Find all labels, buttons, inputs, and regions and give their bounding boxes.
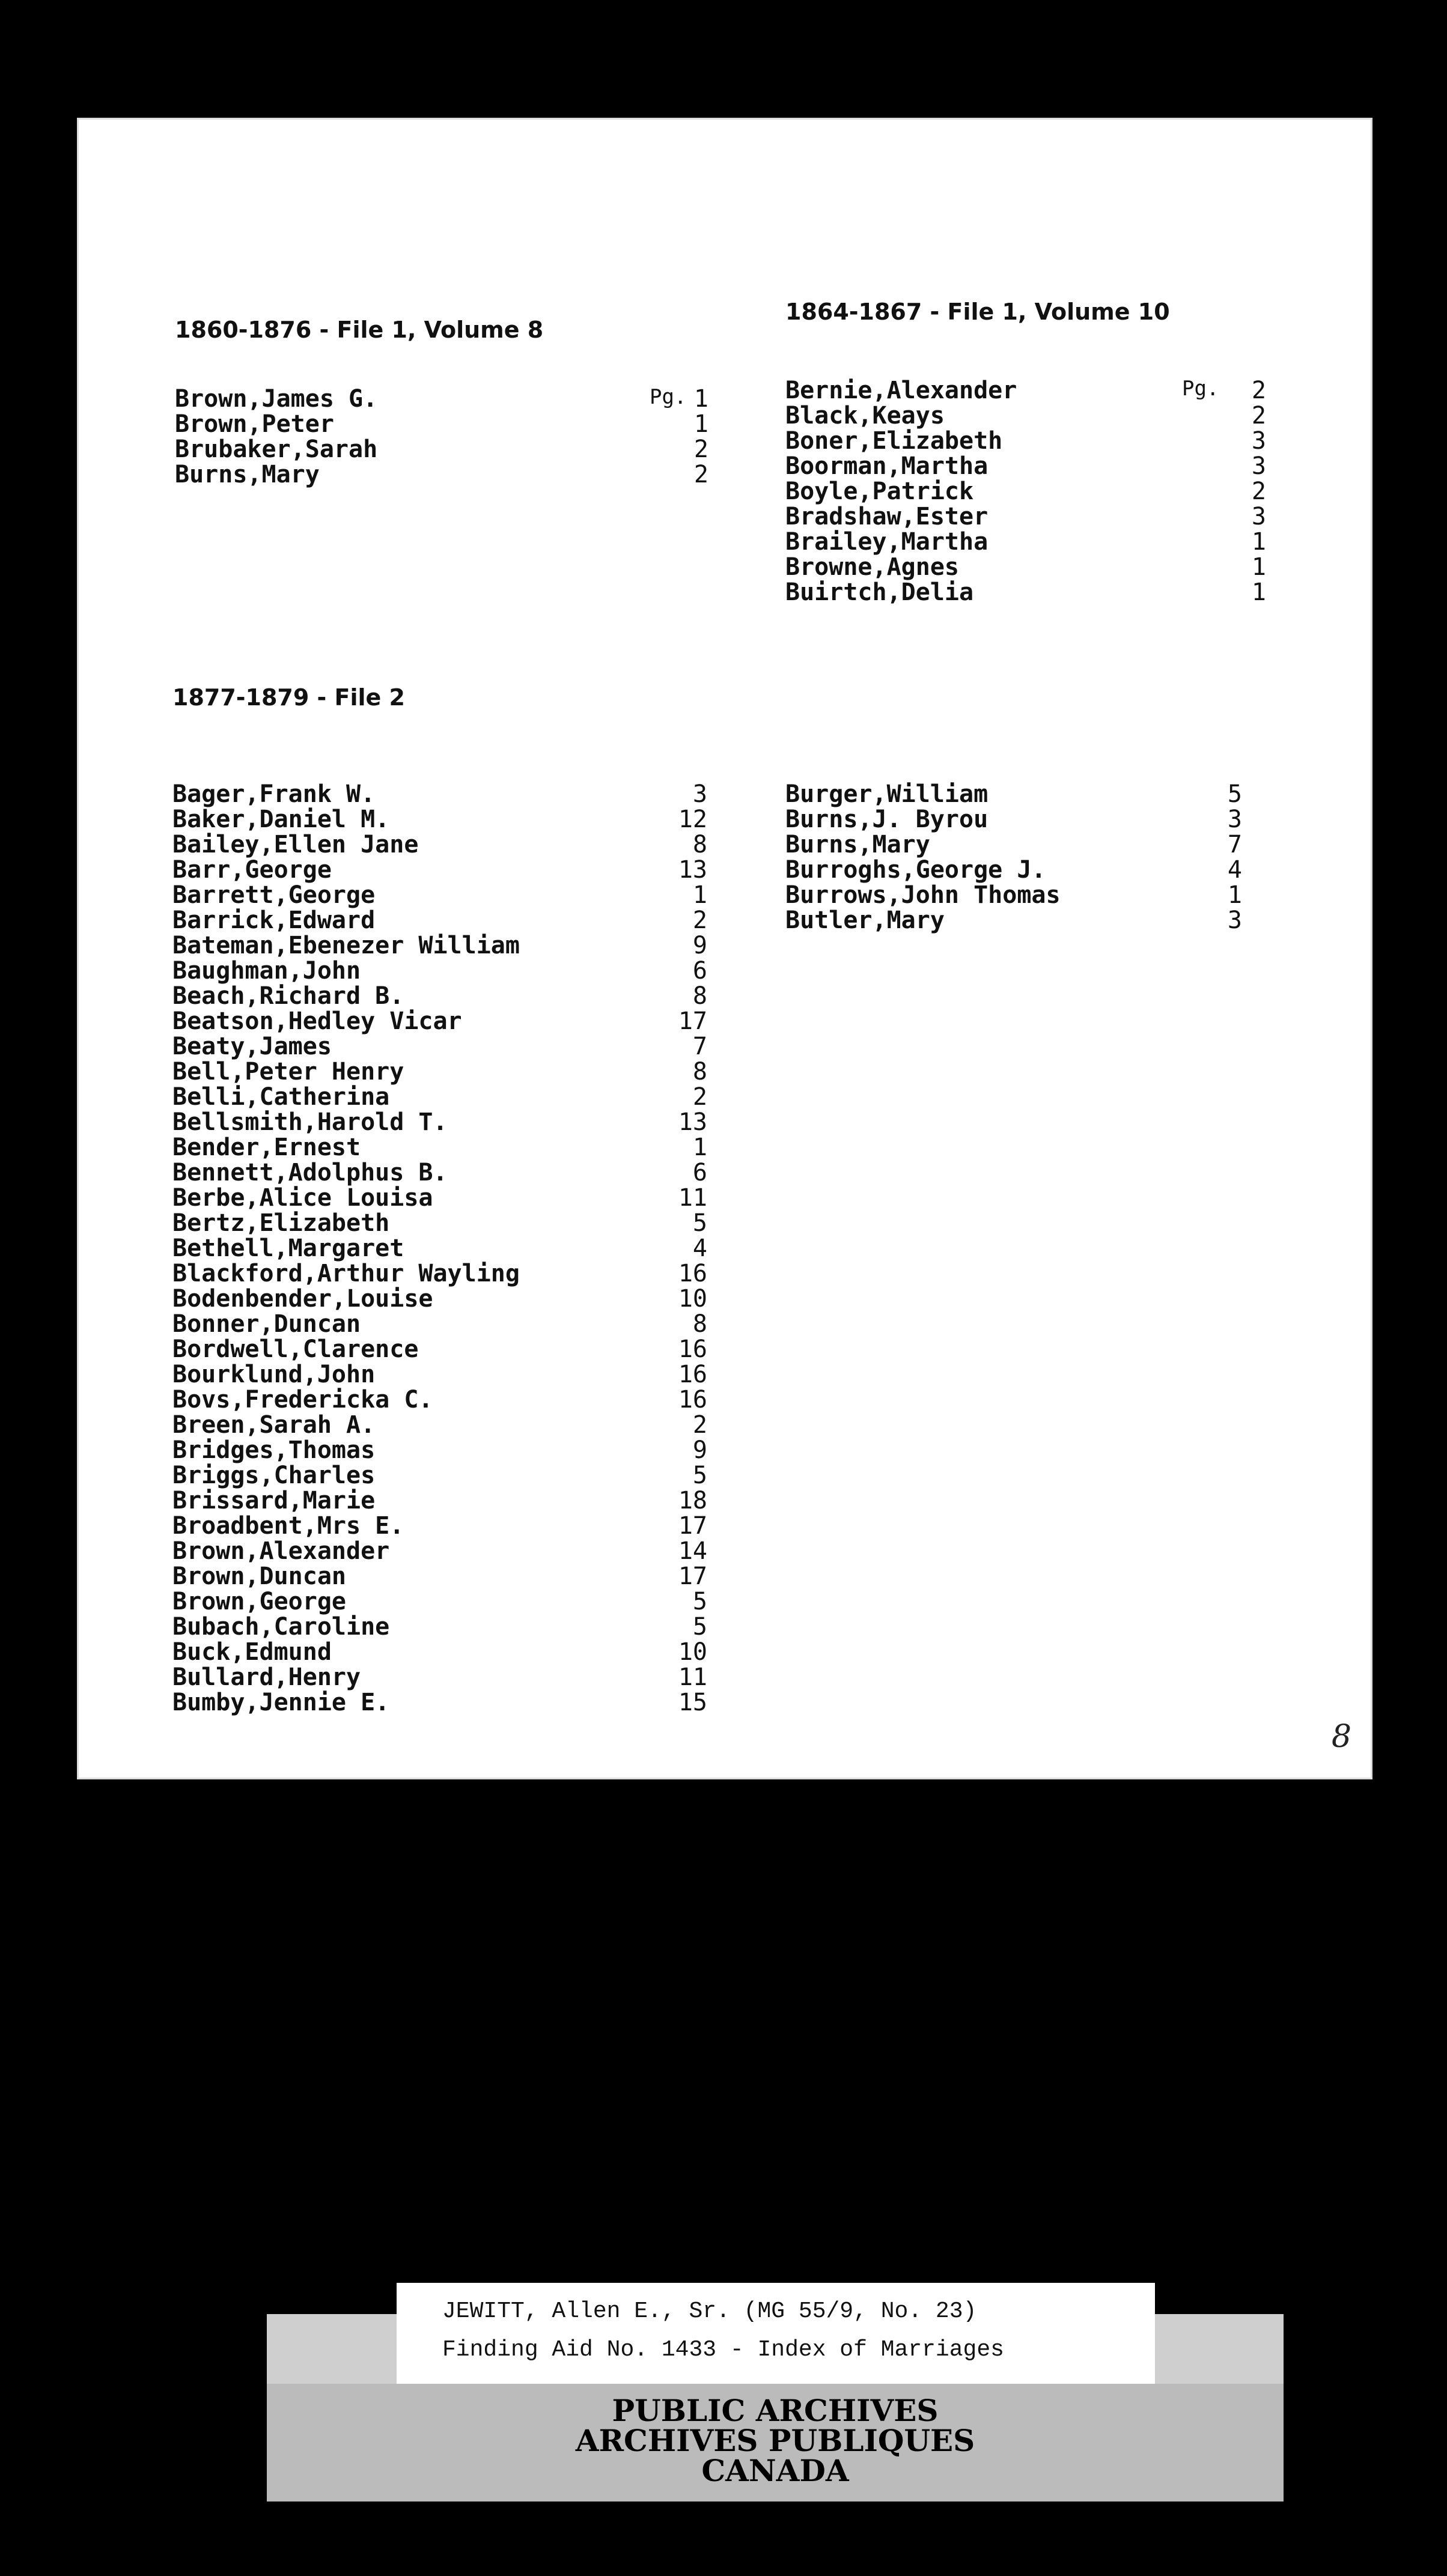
entry-name: Bourklund,John [172,1361,376,1388]
entry-page: 14 [678,1537,707,1565]
entry-name: Boner,Elizabeth [785,427,1003,455]
document-page [77,118,1372,1779]
entry-name: Burns,Mary [175,461,320,488]
list-item [172,1335,767,1361]
entry-name: Beaty,James [172,1033,332,1060]
entry-name: Burrows,John Thomas [785,881,1061,909]
entry-name: Berbe,Alice Louisa [172,1184,433,1212]
entry-name: Bonner,Duncan [172,1310,361,1338]
entry-page: 8 [692,1310,707,1338]
finding-aid-card [397,2283,1155,2384]
entry-name: Bennett,Adolphus B. [172,1159,448,1186]
entry-name: Bender,Ernest [172,1134,361,1161]
entry-name: Bell,Peter Henry [172,1058,404,1086]
list-item [172,806,767,831]
entry-name: Boyle,Patrick [785,478,974,505]
entry-page: 2 [1251,377,1266,404]
entry-page: 8 [692,831,707,858]
list-item [172,1361,767,1386]
entry-name: Burroghs,George J. [785,856,1046,884]
list-item [172,1512,767,1540]
list-item [172,780,767,806]
list-item [172,1436,767,1462]
list-item [172,1613,767,1641]
entry-page: 5 [1227,780,1242,808]
list-item [172,1487,767,1512]
entry-name: Baughman,John [172,957,361,985]
entry-page: 17 [678,1512,707,1540]
entry-page: 2 [1251,478,1266,505]
entry-name: Briggs,Charles [172,1462,376,1489]
entry-name: Butler,Mary [785,907,945,934]
list-item [172,1537,767,1563]
list-item [785,579,1356,604]
entry-name: Belli,Catherina [172,1083,390,1111]
entry-page: 4 [1227,856,1242,884]
entry-name: Barrick,Edward [172,907,376,934]
list-item [172,957,767,985]
entry-name: Bethell,Margaret [172,1235,404,1262]
entry-page: 11 [678,1184,707,1212]
entry-page: 3 [1251,427,1266,455]
list-item [785,478,1356,503]
entries-file1-vol8 [175,385,770,486]
entry-page: 15 [678,1689,707,1716]
list-item [785,780,1356,806]
list-item [172,1134,767,1159]
list-item [785,553,1356,579]
list-item [172,831,767,856]
entry-name: Beach,Richard B. [172,982,404,1010]
section-heading-file1-vol8: 1860-1876 - File 1, Volume 8 [175,317,544,343]
list-item [172,1184,767,1212]
entry-page: 8 [692,1058,707,1086]
entry-name: Burns,J. Byrou [785,806,989,833]
entry-page: 1 [1227,881,1242,909]
entry-name: Boorman,Martha [785,452,989,480]
list-item [172,1007,767,1033]
entry-name: Buirtch,Delia [785,579,974,606]
list-item [172,1663,767,1689]
entry-page: 3 [1227,907,1242,934]
entry-name: Bernie,Alexander [785,377,1017,404]
entry-name: Bellsmith,Harold T. [172,1108,448,1136]
entry-page: 2 [692,1083,707,1111]
entry-page: 8 [692,982,707,1010]
entry-page: 16 [678,1260,707,1287]
entry-page: 16 [678,1335,707,1363]
list-item [172,1285,767,1313]
entry-name: Broadbent,Mrs E. [172,1512,404,1540]
entry-name: Brown,George [172,1588,346,1615]
list-item [175,385,770,413]
entry-page: 17 [678,1563,707,1590]
entry-page: 9 [692,1436,707,1464]
list-item [785,907,1356,932]
entry-name: Bailey,Ellen Jane [172,831,419,858]
list-item [172,856,767,884]
entry-name: Burger,William [785,780,989,808]
entry-name: Blackford,Arthur Wayling [172,1260,520,1287]
entry-name: Brissard,Marie [172,1487,376,1514]
pg-label: Pg. [650,385,687,409]
list-item [172,1462,767,1487]
page-mark: 8 [1331,1719,1351,1755]
entry-name: Brubaker,Sarah [175,436,378,463]
section-heading-file2: 1877-1879 - File 2 [172,684,405,711]
entry-name: Beatson,Hedley Vicar [172,1007,462,1035]
list-item [785,402,1356,430]
entry-name: Baker,Daniel M. [172,806,390,833]
entry-page: 2 [692,907,707,934]
entry-page: 5 [692,1613,707,1641]
list-item [172,1310,767,1338]
entry-page: 1 [1251,579,1266,606]
entry-name: Bradshaw,Ester [785,503,989,530]
stamp-line-2: ARCHIVES PUBLIQUES [575,2423,975,2458]
entry-page: 11 [678,1663,707,1691]
entry-page: 3 [1251,452,1266,480]
entry-page: 16 [678,1386,707,1414]
entry-name: Brown,Duncan [172,1563,346,1590]
entry-page: 7 [1227,831,1242,858]
entries-file2-right [785,780,1356,932]
list-item [785,528,1356,556]
entry-name: Brown,James G. [175,385,378,413]
entry-name: Breen,Sarah A. [172,1411,376,1439]
list-item [172,1033,767,1058]
stamp-line-3: CANADA [701,2453,849,2488]
entry-page: 1 [693,410,708,438]
entry-name: Brown,Peter [175,410,334,438]
entry-page: 10 [678,1638,707,1666]
list-item [172,1083,767,1111]
list-item [172,1563,767,1588]
list-item [785,377,1356,402]
list-item [785,503,1356,528]
entries-file2-left [172,780,767,1714]
list-item [785,452,1356,478]
list-item [172,1260,767,1285]
entry-name: Bertz,Elizabeth [172,1209,390,1237]
entry-page: 3 [692,780,707,808]
section-heading-file1-vol10: 1864-1867 - File 1, Volume 10 [785,299,1170,325]
entry-page: 5 [692,1462,707,1489]
list-item [172,1058,767,1086]
entry-page: 18 [678,1487,707,1514]
list-item [172,1638,767,1666]
entry-page: 6 [692,957,707,985]
card-title: JEWITT, Allen E., Sr. (MG 55/9, No. 23) [442,2298,977,2324]
entries-file1-vol10 [785,377,1356,604]
entry-name: Barr,George [172,856,332,884]
entry-page: 2 [692,1411,707,1439]
list-item [785,856,1356,884]
list-item [172,881,767,907]
entry-page: 1 [1251,528,1266,556]
list-item [172,1108,767,1134]
entry-page: 4 [692,1235,707,1262]
entry-page: 16 [678,1361,707,1388]
entry-name: Bumby,Jennie E. [172,1689,390,1716]
pg-label: Pg. [1182,377,1219,401]
entry-name: Bodenbender,Louise [172,1285,433,1313]
entry-page: 2 [693,461,708,488]
list-item [172,1209,767,1235]
entry-page: 7 [692,1033,707,1060]
list-item [172,932,767,957]
card-subtitle: Finding Aid No. 1433 - Index of Marriages [442,2337,1004,2363]
stamp-line-1: PUBLIC ARCHIVES [612,2393,939,2428]
list-item [172,1689,767,1714]
entry-page: 13 [678,1108,707,1136]
archives-stamp [267,2384,1284,2502]
entry-page: 17 [678,1007,707,1035]
list-item [172,1411,767,1439]
list-item [172,1235,767,1260]
list-item [172,907,767,932]
entry-page: 2 [693,436,708,463]
entry-page: 10 [678,1285,707,1313]
list-item [172,1159,767,1184]
entry-name: Burns,Mary [785,831,930,858]
entry-name: Brown,Alexander [172,1537,390,1565]
list-item [172,1588,767,1613]
list-item [785,831,1356,856]
entry-page: 1 [692,881,707,909]
entry-name: Brailey,Martha [785,528,989,556]
entry-page: 1 [693,385,708,413]
entry-name: Bager,Frank W. [172,780,376,808]
list-item [785,806,1356,831]
list-item [175,436,770,461]
entry-name: Black,Keays [785,402,945,430]
entry-name: Barrett,George [172,881,376,909]
entry-page: 3 [1251,503,1266,530]
entry-name: Bordwell,Clarence [172,1335,419,1363]
entry-page: 2 [1251,402,1266,430]
entry-page: 9 [692,932,707,959]
entry-name: Bullard,Henry [172,1663,361,1691]
entry-name: Bateman,Ebenezer William [172,932,520,959]
entry-page: 1 [692,1134,707,1161]
entry-name: Bubach,Caroline [172,1613,390,1641]
list-item [172,982,767,1010]
entry-name: Bovs,Fredericka C. [172,1386,433,1414]
entry-page: 3 [1227,806,1242,833]
entry-page: 5 [692,1588,707,1615]
entry-page: 12 [678,806,707,833]
entry-page: 5 [692,1209,707,1237]
entry-name: Buck,Edmund [172,1638,332,1666]
list-item [785,881,1356,907]
list-item [175,410,770,436]
list-item [175,461,770,486]
list-item [172,1386,767,1414]
entry-name: Bridges,Thomas [172,1436,376,1464]
entry-name: Browne,Agnes [785,553,959,581]
entry-page: 1 [1251,553,1266,581]
entry-page: 6 [692,1159,707,1186]
entry-page: 13 [678,856,707,884]
list-item [785,427,1356,455]
